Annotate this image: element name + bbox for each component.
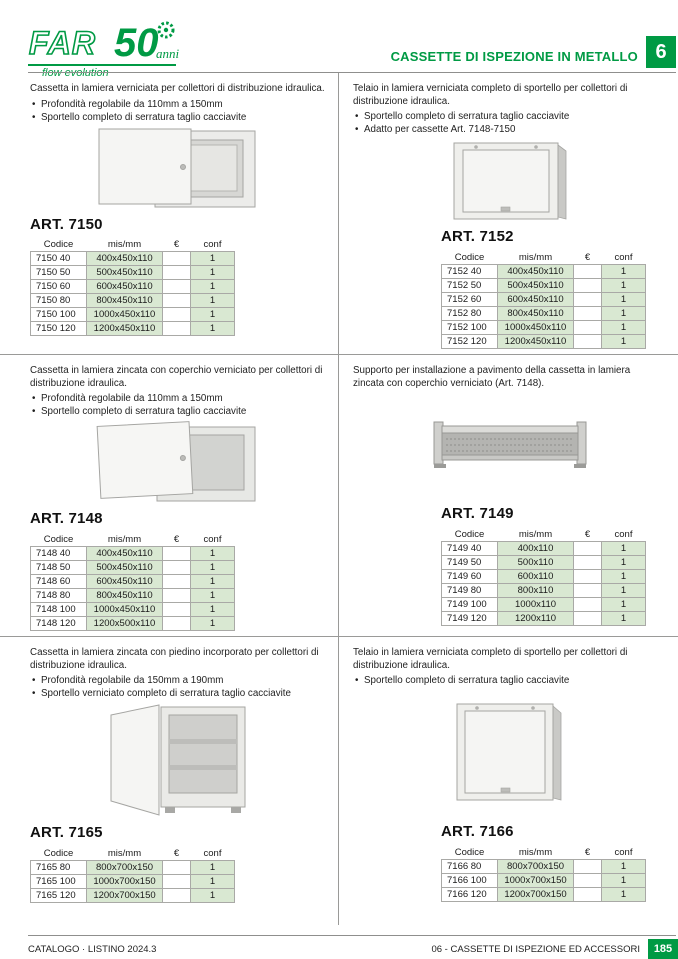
cell-euro [574, 859, 602, 873]
bullet-list [353, 111, 655, 137]
bullet-item: • Sportello verniciato completo di serratura taglio cacciavite [30, 688, 326, 701]
product-section-7152 [339, 73, 678, 355]
cell-euro [163, 602, 191, 616]
bullet-item: • Profondità regolabile da 110mm a 150mm [30, 99, 326, 112]
cell-euro [574, 887, 602, 901]
table-row [31, 322, 235, 336]
art-number: ART. 7152 [441, 228, 514, 246]
column-header-mis: mis/mm [107, 847, 142, 859]
cell-codice: 7165 120 [31, 888, 87, 902]
column-header-codice: Codice [454, 528, 485, 540]
cell-mis: 1200x700x150 [498, 887, 574, 901]
cell-mis: 1200x450x110 [87, 322, 163, 336]
column-header-euro: € [584, 251, 591, 263]
cell-codice: 7149 60 [442, 569, 498, 583]
cell-conf: 1 [602, 569, 646, 583]
column-header-codice: Codice [454, 251, 485, 263]
table-header-row [31, 532, 235, 546]
product-section-7150 [0, 73, 339, 355]
product-description: Cassetta in lamiera zincata con piedino incorporato per collettori di distribuzione idraulica. [30, 647, 319, 671]
column-header-mis: mis/mm [107, 238, 142, 250]
far-logo-graphic [28, 18, 203, 64]
cell-conf: 1 [191, 308, 235, 322]
cell-euro [574, 320, 602, 334]
column-header-conf: conf [614, 846, 633, 858]
cell-euro [574, 873, 602, 887]
page-footer [0, 925, 678, 959]
table-row [31, 280, 235, 294]
table-row [442, 611, 646, 625]
cell-codice: 7152 40 [442, 264, 498, 278]
bullet-item: • Sportello completo di serratura taglio cacciavite [353, 111, 655, 124]
cell-mis: 1000x450x110 [87, 602, 163, 616]
page-title: CASSETTE DI ISPEZIONE IN METALLO [390, 49, 638, 64]
cell-conf: 1 [602, 873, 646, 887]
cell-conf: 1 [191, 294, 235, 308]
product-description: Supporto per installazione a pavimento della cassetta in lamiera zincata con coperchio verniciato (Art. 7148). [353, 365, 631, 389]
art-number: ART. 7149 [441, 505, 514, 523]
price-table-7152 [441, 250, 646, 349]
column-header-conf: conf [203, 533, 222, 545]
table-row [31, 252, 235, 266]
cell-codice: 7152 50 [442, 278, 498, 292]
table-row [442, 873, 646, 887]
table-row [31, 560, 235, 574]
cell-euro [163, 616, 191, 630]
column-header-euro: € [173, 238, 180, 250]
cell-mis: 800x700x150 [87, 860, 163, 874]
cell-mis: 1200x110 [498, 611, 574, 625]
table-row [442, 334, 646, 348]
column-header-euro: € [173, 847, 180, 859]
table-header-row [31, 846, 235, 860]
cell-codice: 7150 120 [31, 322, 87, 336]
cell-mis: 600x450x110 [87, 574, 163, 588]
column-header-conf: conf [614, 251, 633, 263]
column-header-euro: € [173, 533, 180, 545]
cell-codice: 7166 120 [442, 887, 498, 901]
product-description: Telaio in lamiera verniciata completo di sportello per collettori di distribuzione idraulica. [353, 83, 628, 107]
cell-mis: 400x450x110 [498, 264, 574, 278]
cell-conf: 1 [602, 292, 646, 306]
cell-conf: 1 [602, 334, 646, 348]
cell-euro [163, 574, 191, 588]
page-number-badge: 185 [648, 939, 678, 959]
cell-euro [574, 555, 602, 569]
cell-codice: 7148 40 [31, 546, 87, 560]
product-section-7166 [339, 637, 678, 925]
cell-conf: 1 [602, 859, 646, 873]
cell-euro [163, 252, 191, 266]
cell-codice: 7148 120 [31, 616, 87, 630]
table-row [442, 887, 646, 901]
product-image-7166 [353, 688, 666, 820]
column-header-euro: € [584, 846, 591, 858]
price-table-7149 [441, 527, 646, 626]
table-row [442, 597, 646, 611]
cell-mis: 800x700x150 [498, 859, 574, 873]
table-row [31, 574, 235, 588]
logo-brand-text: FAR [29, 25, 96, 61]
column-header-conf: conf [614, 528, 633, 540]
product-image-7148 [30, 419, 326, 507]
table-row [442, 555, 646, 569]
cell-conf: 1 [602, 541, 646, 555]
cell-euro [163, 546, 191, 560]
logo-anniversary-label: anni [156, 46, 180, 61]
logo-anniversary-number: 50 [114, 21, 159, 64]
table-row [31, 860, 235, 874]
cell-euro [574, 583, 602, 597]
cell-euro [574, 292, 602, 306]
table-row [31, 888, 235, 902]
cell-conf: 1 [602, 611, 646, 625]
table-row [442, 264, 646, 278]
product-section-7149 [339, 355, 678, 637]
product-section-7165 [0, 637, 339, 925]
cell-mis: 1200x700x150 [87, 888, 163, 902]
column-header-euro: € [584, 528, 591, 540]
content-grid [0, 73, 678, 925]
cell-euro [163, 280, 191, 294]
table-row [442, 583, 646, 597]
cell-codice: 7152 120 [442, 334, 498, 348]
cell-conf: 1 [191, 252, 235, 266]
cell-mis: 800x110 [498, 583, 574, 597]
art-number: ART. 7148 [30, 510, 103, 528]
cell-euro [574, 597, 602, 611]
table-row [442, 569, 646, 583]
cell-codice: 7149 40 [442, 541, 498, 555]
cell-codice: 7150 60 [31, 280, 87, 294]
cell-codice: 7152 80 [442, 306, 498, 320]
cell-mis: 1000x700x150 [87, 874, 163, 888]
cell-euro [163, 560, 191, 574]
cell-mis: 800x450x110 [498, 306, 574, 320]
cell-mis: 1000x700x150 [498, 873, 574, 887]
cell-mis: 1200x500x110 [87, 616, 163, 630]
cell-conf: 1 [602, 278, 646, 292]
cell-mis: 400x450x110 [87, 546, 163, 560]
price-table-7150 [30, 238, 235, 337]
cell-mis: 500x450x110 [87, 266, 163, 280]
footer-catalog-label: CATALOGO · LISTINO 2024.3 [28, 943, 157, 955]
column-header-codice: Codice [43, 533, 74, 545]
cell-conf: 1 [191, 874, 235, 888]
cell-conf: 1 [602, 887, 646, 901]
bullet-item: • Profondità regolabile da 150mm a 190mm [30, 675, 326, 688]
column-header-mis: mis/mm [518, 528, 553, 540]
cell-euro [163, 294, 191, 308]
table-header-row [442, 527, 646, 541]
table-row [31, 874, 235, 888]
table-row [442, 306, 646, 320]
cell-conf: 1 [602, 320, 646, 334]
cell-conf: 1 [602, 583, 646, 597]
logo-tagline: flow evolution [28, 64, 176, 79]
cell-mis: 400x450x110 [87, 252, 163, 266]
cell-mis: 500x450x110 [498, 278, 574, 292]
table-header-row [31, 238, 235, 252]
cell-euro [574, 306, 602, 320]
table-row [31, 616, 235, 630]
column-header-mis: mis/mm [107, 533, 142, 545]
art-number: ART. 7166 [441, 823, 514, 841]
cell-euro [163, 588, 191, 602]
cell-codice: 7166 100 [442, 873, 498, 887]
product-image-7150 [30, 125, 326, 213]
cell-codice: 7165 80 [31, 860, 87, 874]
table-row [442, 278, 646, 292]
cell-euro [163, 308, 191, 322]
table-header-row [442, 845, 646, 859]
table-row [31, 588, 235, 602]
bullet-list [353, 675, 655, 688]
cell-conf: 1 [191, 280, 235, 294]
bullet-list [30, 99, 326, 125]
product-image-7165 [30, 701, 326, 821]
bullet-item: • Sportello completo di serratura taglio cacciavite [30, 406, 326, 419]
cell-conf: 1 [191, 546, 235, 560]
cell-euro [163, 322, 191, 336]
cell-conf: 1 [191, 574, 235, 588]
cell-euro [574, 611, 602, 625]
bullet-list [30, 675, 326, 701]
cell-euro [574, 278, 602, 292]
cell-codice: 7152 60 [442, 292, 498, 306]
price-table-7165 [30, 846, 235, 903]
price-table-7148 [30, 532, 235, 631]
cell-conf: 1 [602, 306, 646, 320]
product-image-7152 [353, 137, 666, 225]
table-row [442, 292, 646, 306]
table-row [31, 308, 235, 322]
cell-codice: 7148 50 [31, 560, 87, 574]
bullet-item: • Profondità regolabile da 110mm a 150mm [30, 393, 326, 406]
cell-euro [163, 888, 191, 902]
cell-mis: 1000x450x110 [498, 320, 574, 334]
cell-codice: 7166 80 [442, 859, 498, 873]
chapter-number-badge: 6 [646, 36, 676, 68]
cell-mis: 1200x450x110 [498, 334, 574, 348]
cell-conf: 1 [191, 888, 235, 902]
table-row [442, 541, 646, 555]
cell-conf: 1 [191, 322, 235, 336]
column-header-mis: mis/mm [518, 846, 553, 858]
product-description: Cassetta in lamiera verniciata per collettori di distribuzione idraulica. [30, 83, 325, 94]
price-table-7166 [441, 845, 646, 902]
cell-mis: 600x450x110 [498, 292, 574, 306]
cell-codice: 7150 100 [31, 308, 87, 322]
table-row [442, 320, 646, 334]
column-header-codice: Codice [454, 846, 485, 858]
cell-codice: 7149 50 [442, 555, 498, 569]
cell-codice: 7148 60 [31, 574, 87, 588]
cell-codice: 7165 100 [31, 874, 87, 888]
cell-euro [163, 860, 191, 874]
column-header-codice: Codice [43, 847, 74, 859]
table-row [442, 859, 646, 873]
cell-codice: 7152 100 [442, 320, 498, 334]
cell-codice: 7148 80 [31, 588, 87, 602]
cell-mis: 1000x450x110 [87, 308, 163, 322]
cell-mis: 600x110 [498, 569, 574, 583]
cell-mis: 1000x110 [498, 597, 574, 611]
cell-conf: 1 [602, 555, 646, 569]
gear-icon [159, 23, 173, 37]
cell-euro [163, 266, 191, 280]
cell-codice: 7149 120 [442, 611, 498, 625]
table-row [31, 294, 235, 308]
table-row [31, 546, 235, 560]
table-row [31, 266, 235, 280]
cell-mis: 400x110 [498, 541, 574, 555]
cell-euro [574, 541, 602, 555]
cell-mis: 800x450x110 [87, 294, 163, 308]
product-description: Cassetta in lamiera zincata con coperchio verniciato per collettori di distribuzione idraulica. [30, 365, 323, 389]
cell-conf: 1 [191, 588, 235, 602]
bullet-list [30, 393, 326, 419]
cell-mis: 600x450x110 [87, 280, 163, 294]
cell-codice: 7150 50 [31, 266, 87, 280]
cell-codice: 7148 100 [31, 602, 87, 616]
cell-euro [574, 569, 602, 583]
cell-conf: 1 [191, 616, 235, 630]
art-number: ART. 7165 [30, 824, 103, 842]
cell-conf: 1 [191, 602, 235, 616]
cell-conf: 1 [191, 266, 235, 280]
cell-mis: 500x110 [498, 555, 574, 569]
cell-euro [574, 264, 602, 278]
cell-conf: 1 [602, 597, 646, 611]
footer-chapter-label: 06 - CASSETTE DI ISPEZIONE ED ACCESSORI [431, 943, 640, 955]
product-image-7149 [353, 390, 666, 502]
cell-conf: 1 [191, 860, 235, 874]
column-header-mis: mis/mm [518, 251, 553, 263]
footer-divider [28, 935, 676, 936]
product-description: Telaio in lamiera verniciata completo di sportello per collettori di distribuzione idraulica. [353, 647, 628, 671]
bullet-item: • Sportello completo di serratura taglio cacciavite [353, 675, 655, 688]
cell-euro [574, 334, 602, 348]
cell-conf: 1 [191, 560, 235, 574]
column-header-conf: conf [203, 238, 222, 250]
product-section-7148 [0, 355, 339, 637]
bullet-item: • Adatto per cassette Art. 7148-7150 [353, 124, 655, 137]
art-number: ART. 7150 [30, 215, 103, 233]
cell-mis: 800x450x110 [87, 588, 163, 602]
bullet-item: • Sportello completo di serratura taglio cacciavite [30, 112, 326, 125]
cell-codice: 7150 40 [31, 252, 87, 266]
cell-conf: 1 [602, 264, 646, 278]
table-header-row [442, 250, 646, 264]
column-header-conf: conf [203, 847, 222, 859]
cell-euro [163, 874, 191, 888]
cell-codice: 7150 80 [31, 294, 87, 308]
column-header-codice: Codice [43, 238, 74, 250]
cell-codice: 7149 100 [442, 597, 498, 611]
cell-mis: 500x450x110 [87, 560, 163, 574]
table-row [31, 602, 235, 616]
far-logo [28, 18, 203, 79]
cell-codice: 7149 80 [442, 583, 498, 597]
